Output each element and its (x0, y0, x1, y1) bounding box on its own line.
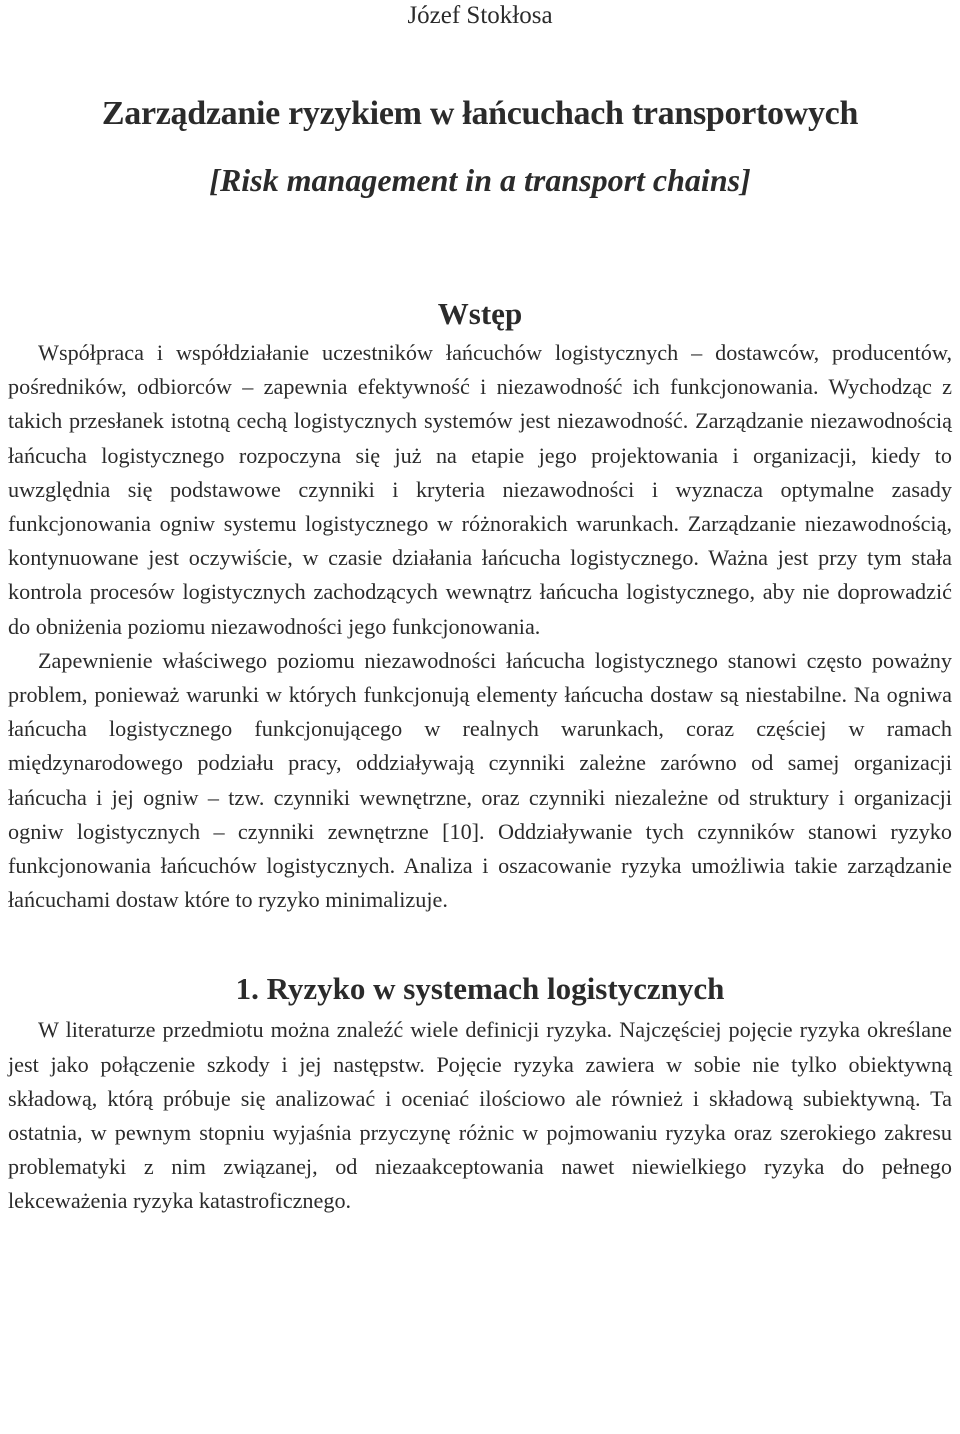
document-page (8, 0, 952, 1219)
paper-subtitle: [Risk management in a transport chains] (209, 162, 751, 198)
intro-heading: Wstęp (437, 296, 523, 331)
intro-paragraph-1: Współpraca i współdziałanie uczestników łańcuchów logistycznych – dostawców, producentów, pośredników, odbiorców – zapewnia efektywność i niezawodność ich funkcjonowania. Wychodząc z takich przesłanek istotną cechą logistycznych systemów jest niezawodność. Zarządzanie niezawodnością łańcucha logistycznego rozpoczyna się już na etapie jego projektowania i organizacji, kiedy to uwzględnia się podstawowe czynniki i kryteria niezawodności i wyznacza optymalne zasady funkcjonowania ogniw systemu logistycznego w różnorakich warunkach. Zarządzanie niezawodnością, kontynuowane jest oczywiście, w czasie działania łańcucha logistycznego. Ważna jest przy tym stała kontrola procesów logistycznych zachodzących wewnątrz łańcucha logistycznego, aby nie doprowadzić do obniżenia poziomu niezawodności jego funkcjonowania. (8, 340, 952, 639)
author-name: Józef Stokłosa (407, 2, 553, 29)
intro-paragraph-2: Zapewnienie właściwego poziomu niezawodności łańcucha logistycznego stanowi często poważny problem, ponieważ warunki w których funkcjonują elementy łańcucha dostaw są niestabilne. Na ogniwa łańcucha logistycznego funkcjonującego w realnych warunkach, coraz częściej w ramach międzynarodowego podziału pracy, oddziaływają czynniki zależne zarówno od samej organizacji łańcucha i jej ogniw – tzw. czynniki wewnętrzne, oraz czynniki niezależne od struktury i organizacji ogniw logistycznych – czynniki zewnętrzne [10]. Oddziaływanie tych czynników stanowi ryzyko funkcjonowania łańcuchów logistycznych. Analiza i oszacowanie ryzyka umożliwia takie zarządzanie łańcuchami dostaw które to ryzyko minimalizuje. (8, 647, 952, 913)
paper-title: Zarządzanie ryzykiem w łańcuchach transportowych (101, 95, 859, 132)
section-1-heading: 1. Ryzyko w systemach logistycznych (235, 971, 725, 1007)
section-1-paragraph-1: W literaturze przedmiotu można znaleźć wiele definicji ryzyka. Najczęściej pojęcie ryzyka określane jest jako połączenie szkody i jej następstw. Pojęcie ryzyka zawiera w sobie nie tylko obiektywną składową, którą próbuje się analizować i oceniać ilościowo ale również i składową subiektywną. Ta ostatnia, w pewnym stopniu wyjaśnia przyczynę różnic w pojmowaniu ryzyka oraz szerokiego zakresu problematyki z nim związanej, od niezaakceptowania nawet niewielkiego ryzyka do pełnego lekceważenia ryzyka katastroficznego. (8, 1017, 952, 1214)
